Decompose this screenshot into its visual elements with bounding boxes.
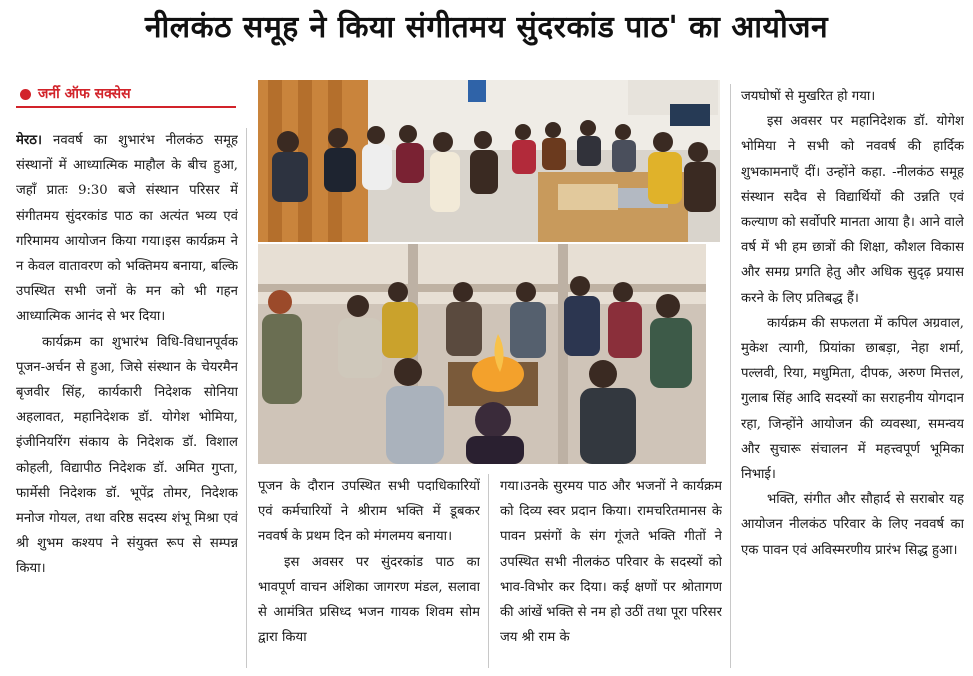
column-divider bbox=[488, 474, 489, 668]
article-column-2 bbox=[258, 474, 480, 676]
paragraph: इस अवसर पर सुंदरकांड पाठ का भावपूर्ण वाचन अंशिका जागरण मंडल, सलावा से आमंत्रित प्रसिध्द भजन गायक शिवम सोम द्वारा किया bbox=[258, 554, 480, 646]
byline-text: जर्नी ऑफ सक्सेस bbox=[38, 86, 131, 102]
column-divider bbox=[246, 128, 247, 668]
byline-bullet bbox=[20, 89, 31, 100]
article-column-3 bbox=[500, 474, 722, 676]
headline: नीलकंठ समूह ने किया संगीतमय सुंदरकांड पाठ' का आयोजन bbox=[144, 10, 829, 45]
photo-meeting-room bbox=[258, 80, 720, 242]
byline bbox=[16, 84, 236, 106]
paragraph: भक्ति, संगीत और सौहार्द से सराबोर यह आयोजन नीलकंठ परिवार के लिए नववर्ष का एक पावन एवं अविस्मरणीय प्रारंभ सिद्ध हुआ। bbox=[741, 492, 964, 558]
paragraph: गया।उनके सुरमय पाठ और भजनों ने कार्यक्रम को दिव्य स्वर प्रदान किया। रामचरितमानस के पावन प्रसंगों के संग गूंजते भक्ति गीतों ने उपस्थित सभी नीलकंठ परिवार के सदस्यों को भाव-विभोर कर दिया। कई क्षणों पर श्रोतागण की आंखें भक्ति से नम हो उठीं तथा पूरा परिसर जय श्री राम के bbox=[500, 479, 722, 646]
paragraph: कार्यक्रम का शुभारंभ विधि-विधानपूर्वक पूजन-अर्चन से हुआ, जिसे संस्थान के चेयरमैन बृजवीर सिंह, कार्यकारी निदेशक सोनिया अहलावत, महानिदेशक डॉ. योगेश भोमिया, इंजीनियरिंग संकाय के निदेशक डॉ. विशाल कोहली, विद्यापीठ निदेशक डॉ. अमित गुप्ता, फार्मेसी निदेशक डॉ. भूपेंद्र तोमर, निदेशक मनोज गोयल, तथा वरिष्ठ सदस्य शंभू मिश्रा एवं श्री शुभम कश्यप ने संयुक्त रूप से सम्पन्न किया। bbox=[16, 334, 238, 577]
article-column-4 bbox=[741, 84, 964, 676]
paragraph: पूजन के दौरान उपस्थित सभी पदाधिकारियों एवं कर्मचारियों ने श्रीराम भक्ति में डूबकर नववर्ष के प्रथम दिन को मंगलमय बनाया। bbox=[258, 479, 480, 545]
article-column-1 bbox=[16, 128, 238, 676]
paragraph: इस अवसर पर महानिदेशक डॉ. योगेश भोमिया ने सभी को नववर्ष की हार्दिक शुभकामनाएँ दीं। उन्होंने कहा. -नीलकंठ समूह संस्थान सदैव से विद्यार्थियों की उन्नति एवं कल्याण को सर्वोपरि मानता आया है। आने वाले वर्ष में भी हम छात्रों की शिक्षा, कौशल विकास और समग्र प्रगति हेतु और अधिक सुदृढ़ प्रयास करने के लिए प्रतिबद्ध हैं। bbox=[741, 114, 964, 306]
paragraph: कार्यक्रम की सफलता में कपिल अग्रवाल, मुकेश त्यागी, प्रियांका छाबड़ा, नेहा शर्मा, पल्लवी, रिया, मधुमिता, दीपक, अरुण मित्तल, गुलाब सिंह आदि सदस्यों का सराहनीय योगदान रहा, जिन्होंने आयोजन की व्यवस्था, समन्वय और सुचारू संचालन में महत्त्वपूर्ण भूमिका निभाई। bbox=[741, 315, 964, 483]
column-divider bbox=[730, 84, 731, 668]
dateline: मेरठ। bbox=[16, 133, 42, 148]
paragraph-text: नववर्ष का शुभारंभ नीलकंठ समूह संस्थानों में आध्यात्मिक माहौल के बीच हुआ, जहाँ प्रातः 9:30 बजे संस्थान परिसर में संगीतमय सुंदरकांड पाठ का अत्यंत भव्य एवं गरिमामय आयोजन किया गया।इस कार्यक्रम ने न केवल वातावरण को भक्तिमय बनाया, बल्कि उपस्थित सभी जनों के मन को भी गहन आध्यात्मिक आनंद से भर दिया। bbox=[16, 133, 238, 325]
byline-rule bbox=[16, 106, 236, 108]
paragraph bbox=[16, 128, 238, 330]
photo-havan-ceremony bbox=[258, 244, 706, 464]
paragraph: जयघोषों से मुखरित हो गया। bbox=[741, 89, 876, 104]
